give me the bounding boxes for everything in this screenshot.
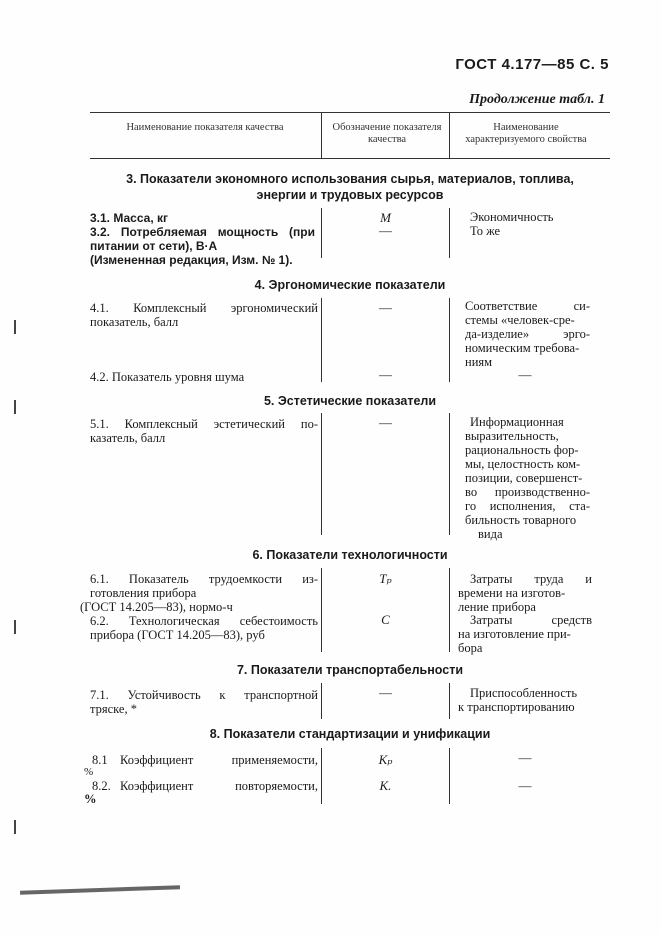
row-3-1-property: Экономичность <box>470 210 554 224</box>
row-4-1-property-line2: стемы «человек-сре- <box>465 313 575 327</box>
row-5-1-name-line2: казатель, балл <box>90 431 166 445</box>
table-top-rule <box>90 112 610 113</box>
row-8-2-number: 8.2. <box>92 779 111 793</box>
row-6-1-property-line3: ление прибора <box>458 600 536 614</box>
row-4-1-property-line5: ниям <box>465 355 493 369</box>
row-8-2-symbol: К. <box>379 778 392 793</box>
row-6-2-name-line1: 6.2. Технологическая себестоимость <box>90 614 318 628</box>
row-8-1-symbol: Кₚ <box>378 752 393 767</box>
row-6-1-property-line2: времени на изготов- <box>458 586 566 600</box>
sec7-divider-2 <box>449 683 450 719</box>
row-3-2-name-line2: питании от сети), В·А <box>90 239 218 253</box>
row-4-1-name-line2: показатель, балл <box>90 315 179 329</box>
row-6-2-property-line3: бора <box>458 641 483 655</box>
row-8-1-percent: % <box>84 766 94 778</box>
section-6-title: 6. Показатели технологичности <box>252 548 448 562</box>
section-7-title: 7. Показатели транспортабельности <box>236 663 464 677</box>
section-5-title: 5. Эстетические показатели <box>263 394 437 408</box>
row-6-1-name-line2: готовления прибора <box>90 586 197 600</box>
scan-smudge <box>20 885 180 895</box>
row-5-1-property-line5: позиции, совершенст- <box>465 471 583 485</box>
head-divider-2 <box>449 112 450 158</box>
row-8-2-name: Коэффициент повторяемости, <box>120 779 318 793</box>
column-header-symbol: Обозначение показателя качества <box>332 122 442 145</box>
sec3-divider-2 <box>449 208 450 258</box>
row-6-1-property-line1: Затраты труда и <box>470 572 592 586</box>
section-3-title-line2: энергии и трудовых ресурсов <box>256 188 444 202</box>
row-4-1-symbol: — <box>379 300 392 315</box>
row-8-1-number: 8.1 <box>92 753 108 767</box>
row-4-2-symbol: — <box>379 367 392 382</box>
row-7-1-name-line2: тряске, * <box>90 702 137 716</box>
table-head-rule <box>90 158 610 159</box>
row-7-1-property-line1: Приспособленность <box>470 686 578 700</box>
row-8-1-property: — <box>518 750 532 765</box>
row-8-2-percent: % <box>84 792 97 806</box>
row-5-1-property-line4: мы, целостность ком- <box>465 457 581 471</box>
scan-edge-mark <box>14 320 16 334</box>
row-4-2-property: — <box>518 367 532 382</box>
row-3-2-symbol: — <box>379 223 392 238</box>
row-4-1-property-line1: Соответствие си- <box>465 299 590 313</box>
column-header-name: Наименование показателя качества <box>126 122 284 133</box>
table-continuation-label: Продолжение табл. 1 <box>469 92 605 107</box>
column-header-property: Наименование характеризуемого свойства <box>465 122 587 145</box>
row-5-1-property-line6: во производственно- <box>465 485 590 499</box>
sec5-divider-2 <box>449 413 450 535</box>
row-5-1-symbol: — <box>379 415 392 430</box>
row-7-1-property-line2: к транспортированию <box>458 700 575 714</box>
row-6-2-name-line2: прибора (ГОСТ 14.205—83), руб <box>90 628 265 642</box>
sec5-divider-1 <box>321 413 322 535</box>
row-5-1-property-line1: Информационная <box>470 415 564 429</box>
row-5-1-property-line9: вида <box>478 527 503 541</box>
section-3-title-line1: 3. Показатели экономного использования сырья, материалов, топлива, <box>126 172 574 186</box>
section-3-amendment-note: (Измененная редакция, Изм. № 1). <box>90 253 293 267</box>
scan-edge-mark <box>14 400 16 414</box>
row-6-1-name-line3: (ГОСТ 14.205—83), нормо-ч <box>80 600 233 614</box>
row-7-1-name-line1: 7.1. Устойчивость к транспортной <box>90 688 318 702</box>
row-6-2-symbol: С <box>381 612 390 627</box>
row-6-2-property-line1: Затраты средств <box>470 613 592 627</box>
row-7-1-symbol: — <box>379 685 392 700</box>
row-4-2-name: 4.2. Показатель уровня шума <box>90 370 245 384</box>
row-8-1-name: Коэффициент применяемости, <box>120 753 318 767</box>
row-4-1-property-line3: да-изделие» эрго- <box>465 327 590 341</box>
row-6-2-property-line2: на изготовление при- <box>458 627 571 641</box>
row-4-1-name-line1: 4.1. Комплексный эргономический <box>90 301 318 315</box>
row-5-1-property-line8: бильность товарного <box>465 513 577 527</box>
section-8-title: 8. Показатели стандартизации и унификации <box>209 727 491 741</box>
row-5-1-property-line2: выразительность, <box>465 429 559 443</box>
row-3-1-symbol: М <box>380 210 391 225</box>
sec6-divider-2 <box>449 568 450 652</box>
row-8-2-property: — <box>518 778 532 793</box>
row-4-1-property-line4: номическим требова- <box>465 341 580 355</box>
row-3-2-name-line1: 3.2. Потребляемая мощность (при <box>90 225 315 239</box>
row-6-1-name-line1: 6.1. Показатель трудоемкости из- <box>90 572 318 586</box>
section-4-title: 4. Эргономические показатели <box>254 278 446 292</box>
row-6-1-symbol: Tₚ <box>379 571 392 586</box>
scan-edge-mark <box>14 620 16 634</box>
row-5-1-name-line1: 5.1. Комплексный эстетический по- <box>90 417 318 431</box>
page-header-title: ГОСТ 4.177—85 С. 5 <box>455 56 609 73</box>
row-3-2-property: То же <box>470 224 501 238</box>
row-5-1-property-line3: рациональность фор- <box>465 443 579 457</box>
row-5-1-property-line7: го исполнения, ста- <box>465 499 590 513</box>
head-divider-1 <box>321 112 322 158</box>
scan-edge-mark <box>14 820 16 834</box>
row-3-1-name: 3.1. Масса, кг <box>90 211 169 225</box>
